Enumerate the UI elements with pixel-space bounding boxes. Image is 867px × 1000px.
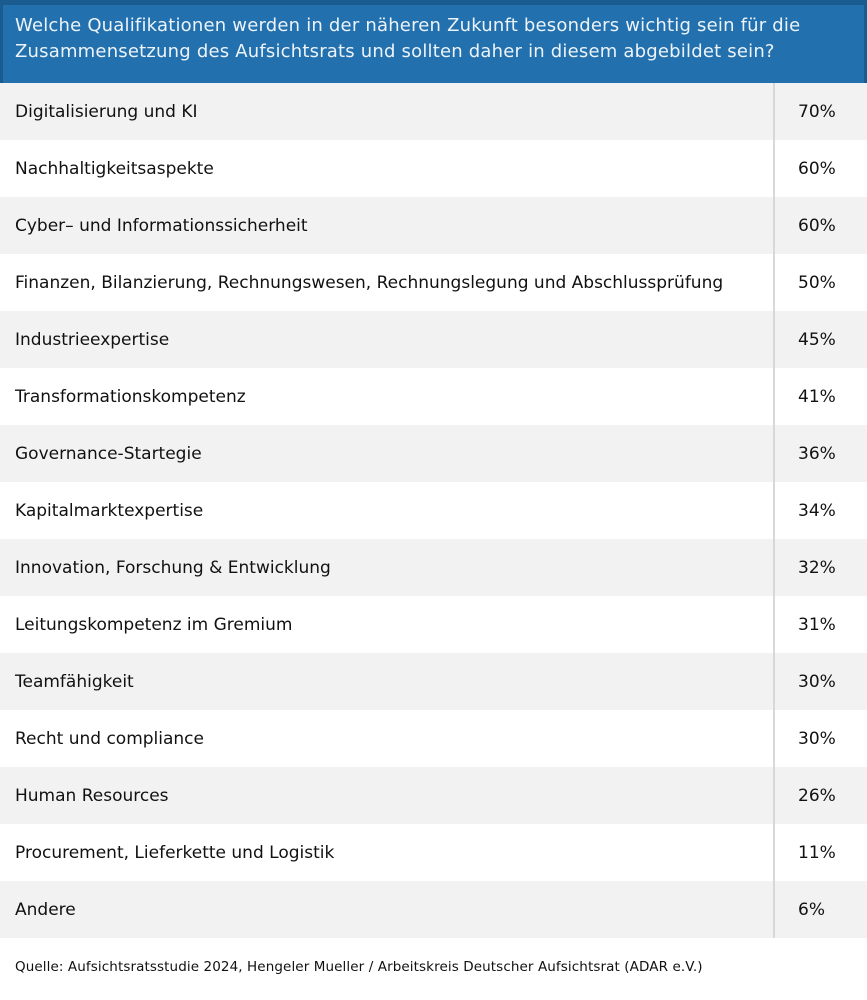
qualification-label: Industrieexpertise bbox=[15, 329, 170, 350]
question-header bbox=[0, 0, 867, 83]
qualification-label: Human Resources bbox=[15, 785, 169, 806]
table-row bbox=[0, 710, 867, 767]
qualification-label: Nachhaltigkeitsaspekte bbox=[15, 158, 214, 179]
percentage-value: 50% bbox=[773, 254, 867, 311]
table-row bbox=[0, 140, 867, 197]
qualification-label: Transformationskompetenz bbox=[15, 386, 246, 407]
percentage-value: 60% bbox=[773, 140, 867, 197]
percentage-value: 36% bbox=[773, 425, 867, 482]
table-row bbox=[0, 767, 867, 824]
percentage-value: 70% bbox=[773, 83, 867, 140]
qualification-label: Governance-Startegie bbox=[15, 443, 202, 464]
percentage-value: 41% bbox=[773, 368, 867, 425]
percentage-value: 6% bbox=[773, 881, 867, 938]
qualification-label: Finanzen, Bilanzierung, Rechnungswesen, Rechnungslegung und Abschlussprüfung bbox=[15, 272, 724, 293]
qualification-label: Innovation, Forschung & Entwicklung bbox=[15, 557, 331, 578]
table-row bbox=[0, 311, 867, 368]
survey-question: Welche Qualifikationen werden in der näheren Zukunft besonders wichtig sein für die Zusammensetzung des Aufsichtsrats und sollten daher in diesem abgebildet sein? bbox=[15, 15, 801, 62]
table-row bbox=[0, 425, 867, 482]
table-row bbox=[0, 824, 867, 881]
percentage-value: 45% bbox=[773, 311, 867, 368]
percentage-value: 30% bbox=[773, 653, 867, 710]
table-row bbox=[0, 653, 867, 710]
percentage-value: 30% bbox=[773, 710, 867, 767]
results-table bbox=[0, 83, 867, 938]
percentage-value: 31% bbox=[773, 596, 867, 653]
table-row bbox=[0, 881, 867, 938]
qualification-label: Procurement, Lieferkette und Logistik bbox=[15, 842, 335, 863]
qualification-label: Andere bbox=[15, 899, 76, 920]
table-row bbox=[0, 596, 867, 653]
qualification-label: Cyber– und Informationssicherheit bbox=[15, 215, 308, 236]
source-note: Quelle: Aufsichtsratsstudie 2024, Hengeler Mueller / Arbeitskreis Deutscher Aufsichtsrat (ADAR e.V.) bbox=[15, 959, 703, 975]
table-row bbox=[0, 368, 867, 425]
table-row bbox=[0, 539, 867, 596]
table-row bbox=[0, 482, 867, 539]
table-row bbox=[0, 83, 867, 140]
table-row bbox=[0, 254, 867, 311]
qualification-label: Digitalisierung und KI bbox=[15, 101, 198, 122]
percentage-value: 34% bbox=[773, 482, 867, 539]
percentage-value: 11% bbox=[773, 824, 867, 881]
qualification-label: Leitungskompetenz im Gremium bbox=[15, 614, 293, 635]
qualification-label: Teamfähigkeit bbox=[15, 671, 134, 692]
table-row bbox=[0, 197, 867, 254]
percentage-value: 32% bbox=[773, 539, 867, 596]
percentage-value: 60% bbox=[773, 197, 867, 254]
qualification-label: Recht und compliance bbox=[15, 728, 204, 749]
qualification-label: Kapitalmarktexpertise bbox=[15, 500, 204, 521]
percentage-value: 26% bbox=[773, 767, 867, 824]
